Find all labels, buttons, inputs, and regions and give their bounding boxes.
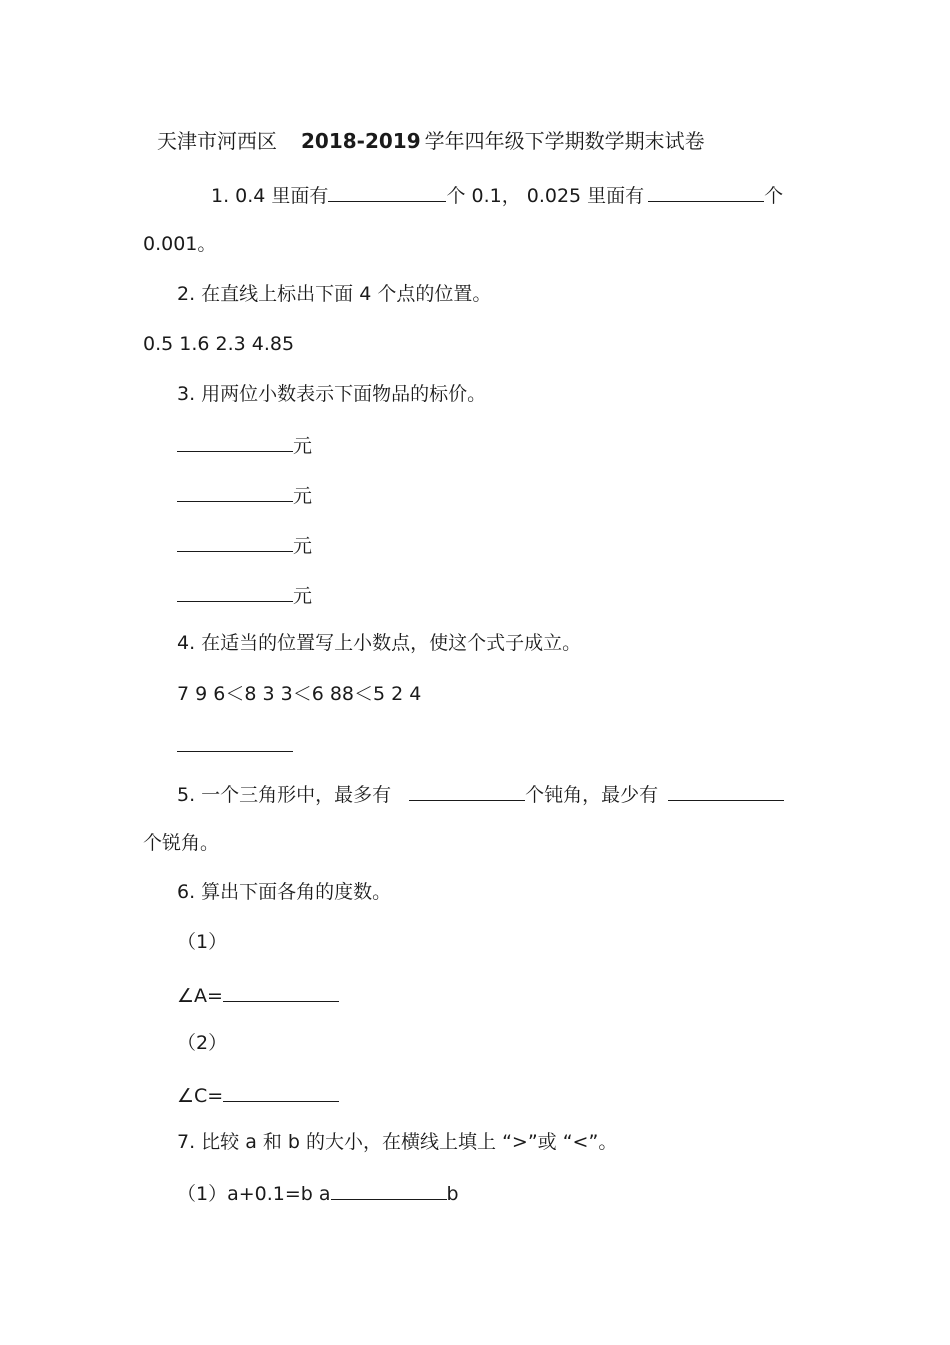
question-7-sub-1: [177, 1180, 459, 1206]
answer-blank[interactable]: [648, 182, 764, 202]
price-answer-1: [177, 432, 312, 458]
q7-sub1-prefix: （1）a+0.1=b a: [177, 1183, 331, 1205]
question-2-values: 0.5 1.6 2.3 4.85: [143, 333, 295, 355]
question-7: 7. 比较 a 和 b 的大小，在横线上填上 “>”或 “<”。: [177, 1131, 618, 1153]
angle-a-answer: [177, 982, 339, 1008]
answer-blank[interactable]: [223, 982, 339, 1002]
unit-label: 元: [293, 535, 313, 557]
unit-label: 元: [293, 485, 313, 507]
answer-blank[interactable]: [409, 781, 525, 801]
question-6-sub-1: （1）: [177, 931, 228, 953]
question-5: [177, 781, 784, 807]
q1-text-part3: 个: [764, 185, 784, 207]
unit-label: 元: [293, 435, 313, 457]
answer-blank[interactable]: [223, 1082, 339, 1102]
question-2: 2. 在直线上标出下面 4 个点的位置。: [177, 283, 492, 305]
title-suffix: 学年四年级下学期数学期末试卷: [424, 129, 705, 153]
answer-blank[interactable]: [177, 432, 293, 452]
price-answer-4: [177, 582, 312, 608]
question-3: 3. 用两位小数表示下面物品的标价。: [177, 383, 487, 405]
title-years: 2018-2019: [301, 129, 421, 153]
angle-c-label: ∠C=: [177, 1085, 224, 1107]
question-4: 4. 在适当的位置写上小数点，使这个式子成立。: [177, 632, 582, 654]
question-6-sub-2: （2）: [177, 1032, 228, 1054]
answer-blank[interactable]: [177, 532, 293, 552]
question-6: 6. 算出下面各角的度数。: [177, 881, 392, 903]
angle-c-answer: [177, 1082, 339, 1108]
answer-blank[interactable]: [328, 182, 446, 202]
price-answer-3: [177, 532, 312, 558]
question-1-continuation: 0.001。: [143, 233, 217, 255]
question-5-continuation: 个锐角。: [143, 832, 220, 854]
title-prefix: 天津市河西区: [157, 129, 277, 153]
question-1: [211, 182, 783, 208]
angle-a-label: ∠A=: [177, 985, 223, 1007]
q5-text-part2: 个钝角，最少有: [525, 784, 659, 806]
question-4-expression: 7 9 6＜8 3 3＜6 88＜5 2 4: [177, 683, 422, 705]
q1-text-part1: 1. 0.4 里面有: [211, 185, 329, 207]
question-4-answer: [177, 732, 293, 758]
q7-sub1-suffix: b: [446, 1183, 459, 1205]
answer-blank[interactable]: [668, 781, 784, 801]
price-answer-2: [177, 482, 312, 508]
q5-text-part1: 5. 一个三角形中，最多有: [177, 784, 392, 806]
page-title: [157, 129, 705, 153]
answer-blank[interactable]: [177, 482, 293, 502]
answer-blank[interactable]: [177, 582, 293, 602]
answer-blank[interactable]: [331, 1180, 447, 1200]
q1-text-part2: 个 0.1， 0.025 里面有: [446, 185, 645, 207]
unit-label: 元: [293, 585, 313, 607]
answer-blank[interactable]: [177, 732, 293, 752]
